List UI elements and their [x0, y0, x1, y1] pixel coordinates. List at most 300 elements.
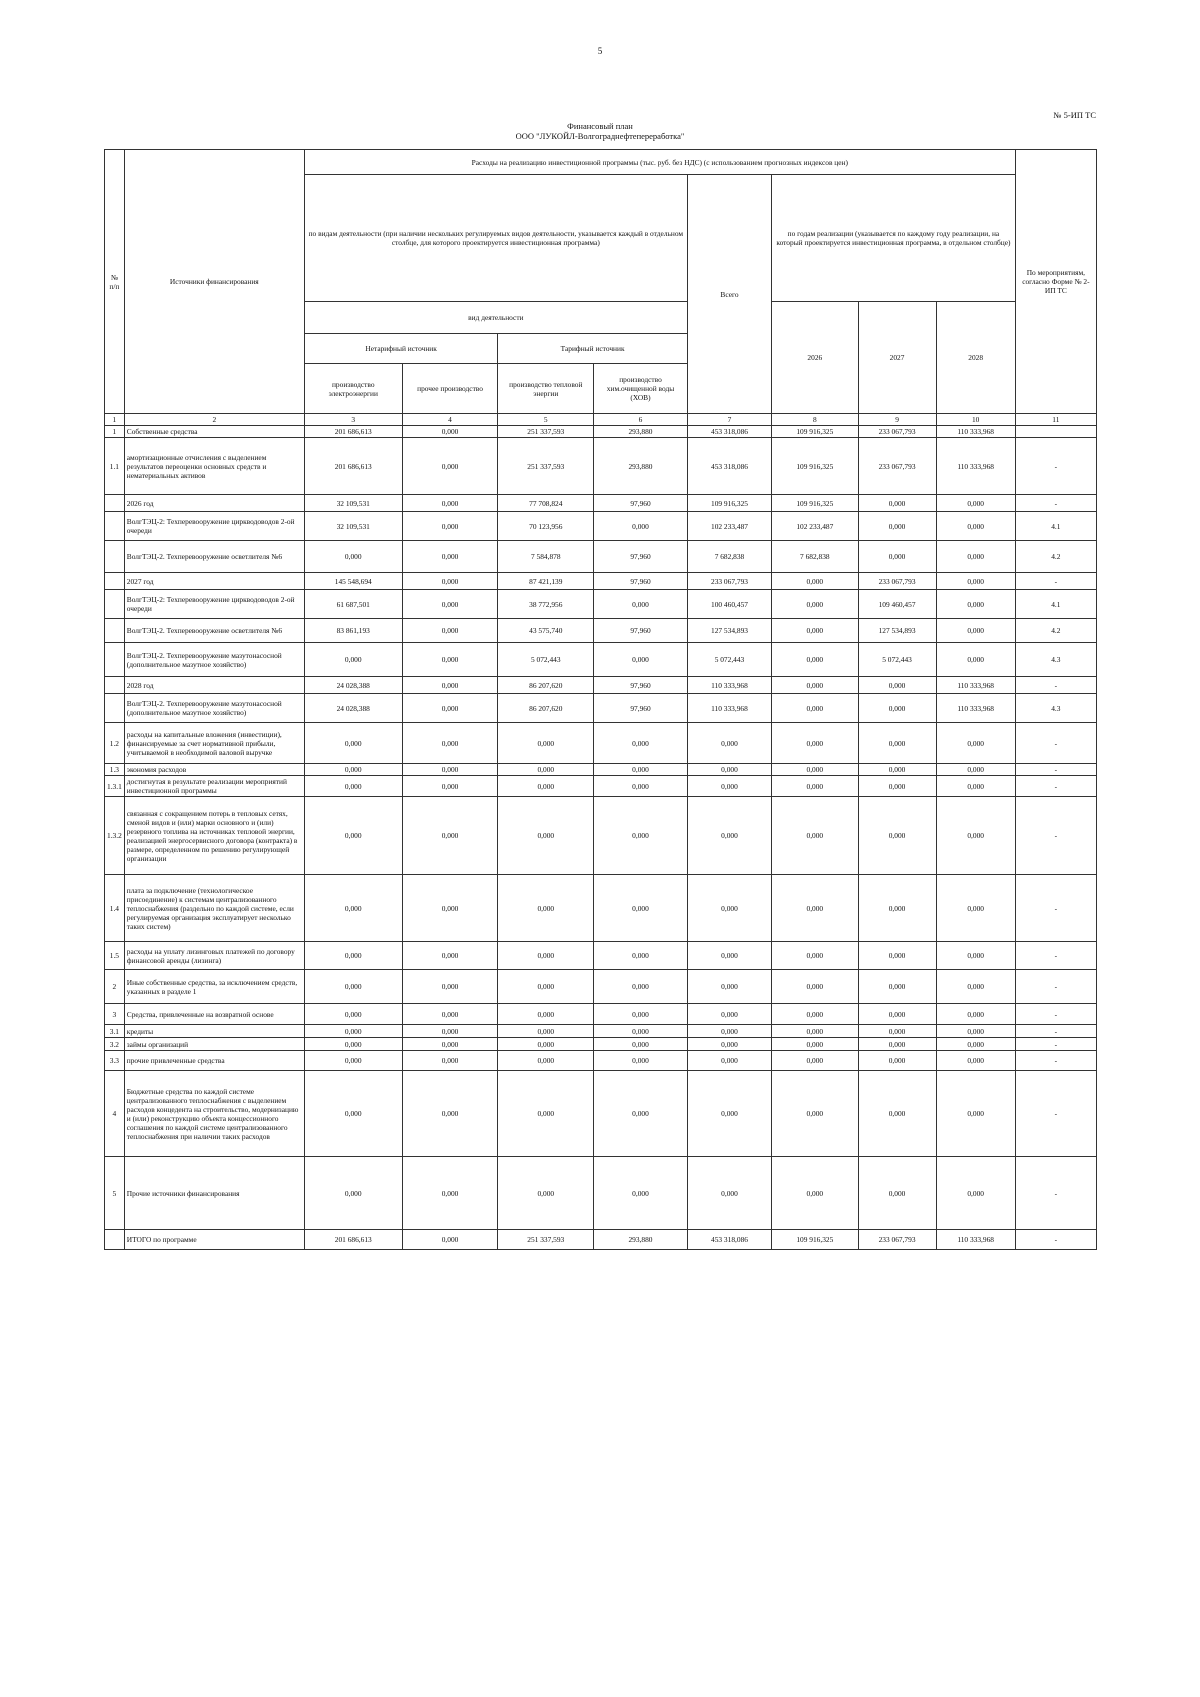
row-value-col-9: 0,000 [858, 1157, 936, 1230]
row-value-col-10: 0,000 [936, 1025, 1015, 1038]
row-value-col-8: 102 233,487 [772, 512, 858, 541]
header-expenses: Расходы на реализацию инвестиционной программы (тыс. руб. без НДС) (с использованием прогнозных индексов цен) [304, 150, 1015, 175]
row-value-col-10: 110 333,968 [936, 694, 1015, 723]
row-value-col-5: 251 337,593 [498, 438, 594, 495]
row-value-col-6: 0,000 [594, 764, 688, 776]
row-value-col-8: 0,000 [772, 677, 858, 694]
row-value-col-11: 4.1 [1015, 512, 1096, 541]
row-number: 3 [105, 1004, 125, 1025]
row-value-col-3: 0,000 [304, 1004, 402, 1025]
row-value-col-7: 5 072,443 [687, 643, 771, 677]
row-value-col-11: 4.1 [1015, 590, 1096, 619]
row-value-col-10: 0,000 [936, 764, 1015, 776]
table-row [105, 590, 1097, 619]
row-value-col-10: 110 333,968 [936, 1230, 1015, 1250]
row-source-name: ВолгТЭЦ-2. Техперевооружение мазутонасосной (дополнительное мазутное хозяйство) [124, 643, 304, 677]
table-row [105, 776, 1097, 797]
row-value-col-11: - [1015, 677, 1096, 694]
row-number: 4 [105, 1071, 125, 1157]
row-value-col-8: 0,000 [772, 723, 858, 764]
title-line-1: Финансовый план [567, 121, 633, 131]
row-value-col-10: 0,000 [936, 797, 1015, 875]
row-source-name: Средства, привлеченные на возвратной основе [124, 1004, 304, 1025]
row-value-col-11: 4.3 [1015, 694, 1096, 723]
row-value-col-9: 0,000 [858, 797, 936, 875]
row-value-col-6: 0,000 [594, 1038, 688, 1051]
row-value-col-10: 0,000 [936, 643, 1015, 677]
row-value-col-4: 0,000 [402, 875, 498, 942]
row-value-col-10: 0,000 [936, 776, 1015, 797]
row-value-col-6: 97,960 [594, 541, 688, 573]
row-value-col-9: 233 067,793 [858, 426, 936, 438]
row-value-col-10: 0,000 [936, 512, 1015, 541]
row-value-col-7: 0,000 [687, 1071, 771, 1157]
row-source-name: кредиты [124, 1025, 304, 1038]
row-value-col-3: 0,000 [304, 942, 402, 970]
row-value-col-9: 109 460,457 [858, 590, 936, 619]
row-number: 2 [105, 970, 125, 1004]
column-index-4: 4 [402, 414, 498, 426]
row-number [105, 643, 125, 677]
row-number [105, 512, 125, 541]
row-value-col-7: 0,000 [687, 875, 771, 942]
row-value-col-5: 0,000 [498, 764, 594, 776]
row-value-col-6: 0,000 [594, 1071, 688, 1157]
row-value-col-10: 0,000 [936, 1004, 1015, 1025]
row-value-col-6: 0,000 [594, 875, 688, 942]
table-row [105, 1230, 1097, 1250]
row-number: 1.1 [105, 438, 125, 495]
row-value-col-11: - [1015, 1051, 1096, 1071]
header-nontariff: Нетарифный источник [304, 334, 498, 364]
header-activity-type: вид деятельности [304, 302, 687, 334]
row-value-col-8: 7 682,838 [772, 541, 858, 573]
row-value-col-3: 83 861,193 [304, 619, 402, 643]
row-value-col-4: 0,000 [402, 764, 498, 776]
row-value-col-7: 0,000 [687, 1051, 771, 1071]
row-value-col-11: 4.3 [1015, 643, 1096, 677]
row-value-col-3: 0,000 [304, 1051, 402, 1071]
row-value-col-10: 0,000 [936, 723, 1015, 764]
row-source-name: амортизационные отчисления с выделением результатов переоценки основных средств и нематериальных активов [124, 438, 304, 495]
row-value-col-3: 24 028,388 [304, 677, 402, 694]
row-value-col-7: 0,000 [687, 1004, 771, 1025]
row-value-col-8: 109 916,325 [772, 1230, 858, 1250]
row-value-col-4: 0,000 [402, 694, 498, 723]
row-source-name: ВолгТЭЦ-2: Техперевооружение циркводоводов 2-ой очереди [124, 590, 304, 619]
row-value-col-3: 32 109,531 [304, 495, 402, 512]
row-value-col-8: 0,000 [772, 764, 858, 776]
row-source-name: Прочие источники финансирования [124, 1157, 304, 1230]
table-row [105, 438, 1097, 495]
row-value-col-8: 0,000 [772, 573, 858, 590]
row-value-col-8: 0,000 [772, 1004, 858, 1025]
row-value-col-8: 0,000 [772, 970, 858, 1004]
row-value-col-4: 0,000 [402, 942, 498, 970]
row-number [105, 619, 125, 643]
row-number: 1.5 [105, 942, 125, 970]
header-tariff: Тарифный источник [498, 334, 687, 364]
table-row [105, 643, 1097, 677]
table-row [105, 797, 1097, 875]
row-value-col-9: 0,000 [858, 495, 936, 512]
row-number [105, 573, 125, 590]
table-row [105, 495, 1097, 512]
row-value-col-7: 0,000 [687, 942, 771, 970]
row-value-col-4: 0,000 [402, 1004, 498, 1025]
row-value-col-9: 233 067,793 [858, 1230, 936, 1250]
row-value-col-8: 0,000 [772, 694, 858, 723]
row-value-col-4: 0,000 [402, 677, 498, 694]
row-source-name: расходы на капитальные вложения (инвестиции), финансируемые за счет нормативной прибыли, учитываемой в необходимой валовой выручке [124, 723, 304, 764]
row-value-col-7: 453 318,086 [687, 438, 771, 495]
row-value-col-3: 0,000 [304, 1157, 402, 1230]
title-line-2: ООО "ЛУКОЙЛ-Волгограднефтепереработка" [515, 131, 685, 141]
row-value-col-6: 0,000 [594, 1051, 688, 1071]
row-value-col-10: 0,000 [936, 495, 1015, 512]
row-value-col-8: 0,000 [772, 942, 858, 970]
row-source-name: 2028 год [124, 677, 304, 694]
row-value-col-8: 0,000 [772, 1157, 858, 1230]
row-value-col-11: - [1015, 1025, 1096, 1038]
row-source-name: ВолгТЭЦ-2. Техперевооружение осветлителя №6 [124, 619, 304, 643]
row-value-col-7: 110 333,968 [687, 694, 771, 723]
row-value-col-7: 102 233,487 [687, 512, 771, 541]
row-value-col-9: 0,000 [858, 1004, 936, 1025]
row-value-col-3: 0,000 [304, 1038, 402, 1051]
row-value-col-4: 0,000 [402, 776, 498, 797]
row-value-col-7: 110 333,968 [687, 677, 771, 694]
row-value-col-10: 110 333,968 [936, 677, 1015, 694]
row-value-col-5: 43 575,740 [498, 619, 594, 643]
row-value-col-3: 0,000 [304, 1025, 402, 1038]
row-value-col-6: 0,000 [594, 797, 688, 875]
row-value-col-5: 86 207,620 [498, 694, 594, 723]
row-value-col-6: 0,000 [594, 776, 688, 797]
row-value-col-7: 0,000 [687, 1025, 771, 1038]
row-value-col-9: 0,000 [858, 875, 936, 942]
row-value-col-4: 0,000 [402, 1025, 498, 1038]
row-value-col-4: 0,000 [402, 512, 498, 541]
row-value-col-8: 109 916,325 [772, 495, 858, 512]
table-row [105, 541, 1097, 573]
row-source-name: плата за подключение (технологическое присоединение) к системам централизованного теплоснабжения (раздельно по каждой системе, если регулируемая организация эксплуатирует несколько таких систем) [124, 875, 304, 942]
table-row [105, 1025, 1097, 1038]
column-index-5: 5 [498, 414, 594, 426]
row-number [105, 541, 125, 573]
row-value-col-6: 0,000 [594, 970, 688, 1004]
table-row [105, 619, 1097, 643]
header-by-year: по годам реализации (указывается по каждому году реализации, на который проектируется инвестиционная программа, в отдельном столбце) [772, 175, 1016, 302]
row-number [105, 1230, 125, 1250]
column-index-2: 2 [124, 414, 304, 426]
row-source-name: ВолгТЭЦ-2: Техперевооружение циркводоводов 2-ой очереди [124, 512, 304, 541]
row-number [105, 677, 125, 694]
row-value-col-11: - [1015, 1157, 1096, 1230]
table-row [105, 723, 1097, 764]
row-value-col-8: 0,000 [772, 1025, 858, 1038]
row-value-col-3: 0,000 [304, 541, 402, 573]
row-value-col-9: 233 067,793 [858, 438, 936, 495]
row-value-col-8: 0,000 [772, 1071, 858, 1157]
row-value-col-4: 0,000 [402, 590, 498, 619]
row-value-col-9: 0,000 [858, 677, 936, 694]
row-value-col-11: - [1015, 970, 1096, 1004]
page-number: 5 [597, 46, 603, 56]
row-value-col-9: 0,000 [858, 1025, 936, 1038]
row-source-name: расходы на уплату лизинговых платежей по договору финансовой аренды (лизинга) [124, 942, 304, 970]
row-value-col-3: 0,000 [304, 970, 402, 1004]
row-value-col-6: 293,880 [594, 426, 688, 438]
row-value-col-9: 0,000 [858, 723, 936, 764]
row-value-col-3: 32 109,531 [304, 512, 402, 541]
row-value-col-8: 0,000 [772, 1038, 858, 1051]
row-value-col-6: 97,960 [594, 694, 688, 723]
header-num: № п/п [105, 150, 125, 414]
row-value-col-3: 0,000 [304, 723, 402, 764]
row-value-col-4: 0,000 [402, 723, 498, 764]
row-value-col-7: 0,000 [687, 723, 771, 764]
row-value-col-10: 0,000 [936, 1157, 1015, 1230]
row-value-col-7: 0,000 [687, 1157, 771, 1230]
row-value-col-4: 0,000 [402, 797, 498, 875]
column-index-10: 10 [936, 414, 1015, 426]
row-number [105, 495, 125, 512]
row-value-col-11: - [1015, 1038, 1096, 1051]
row-value-col-8: 0,000 [772, 875, 858, 942]
row-value-col-11: 4.2 [1015, 541, 1096, 573]
row-number: 1.3 [105, 764, 125, 776]
column-index-8: 8 [772, 414, 858, 426]
table-row [105, 1004, 1097, 1025]
row-value-col-5: 38 772,956 [498, 590, 594, 619]
row-value-col-4: 0,000 [402, 1071, 498, 1157]
row-value-col-11: - [1015, 1071, 1096, 1157]
row-value-col-7: 453 318,086 [687, 426, 771, 438]
row-value-col-11: 4.2 [1015, 619, 1096, 643]
document-title [0, 121, 1200, 141]
row-value-col-4: 0,000 [402, 426, 498, 438]
row-value-col-4: 0,000 [402, 1157, 498, 1230]
row-value-col-3: 201 686,613 [304, 426, 402, 438]
row-value-col-9: 0,000 [858, 1038, 936, 1051]
row-value-col-10: 0,000 [936, 1038, 1015, 1051]
table-row [105, 970, 1097, 1004]
row-value-col-9: 0,000 [858, 764, 936, 776]
row-value-col-8: 109 916,325 [772, 426, 858, 438]
row-value-col-5: 0,000 [498, 1025, 594, 1038]
row-value-col-9: 0,000 [858, 1071, 936, 1157]
header-electricity: производство электроэнергии [304, 364, 402, 414]
row-value-col-11: - [1015, 1230, 1096, 1250]
row-value-col-9: 233 067,793 [858, 573, 936, 590]
row-value-col-3: 0,000 [304, 875, 402, 942]
column-index-6: 6 [594, 414, 688, 426]
row-number: 1.2 [105, 723, 125, 764]
row-number: 3.1 [105, 1025, 125, 1038]
column-index-11: 11 [1015, 414, 1096, 426]
row-value-col-6: 293,880 [594, 1230, 688, 1250]
row-value-col-11: - [1015, 776, 1096, 797]
row-value-col-7: 233 067,793 [687, 573, 771, 590]
row-value-col-11: - [1015, 764, 1096, 776]
row-number [105, 694, 125, 723]
row-value-col-5: 0,000 [498, 776, 594, 797]
column-index-3: 3 [304, 414, 402, 426]
table-row [105, 1051, 1097, 1071]
row-number: 3.2 [105, 1038, 125, 1051]
row-value-col-10: 0,000 [936, 875, 1015, 942]
header-by-activity: по видам деятельности (при наличии нескольких регулируемых видов деятельности, указывается каждый в отдельном столбце, для которого проектируется инвестиционная программа) [304, 175, 687, 302]
row-value-col-4: 0,000 [402, 438, 498, 495]
row-value-col-5: 0,000 [498, 1157, 594, 1230]
table-row [105, 512, 1097, 541]
header-sources: Источники финансирования [124, 150, 304, 414]
row-value-col-11 [1015, 426, 1096, 438]
row-value-col-5: 0,000 [498, 942, 594, 970]
row-value-col-8: 0,000 [772, 619, 858, 643]
header-other-production: прочее производство [402, 364, 498, 414]
row-value-col-6: 0,000 [594, 1025, 688, 1038]
header-year-2028: 2028 [936, 302, 1015, 414]
row-number [105, 590, 125, 619]
row-value-col-5: 0,000 [498, 875, 594, 942]
row-value-col-3: 24 028,388 [304, 694, 402, 723]
row-value-col-11: - [1015, 875, 1096, 942]
table-row [105, 694, 1097, 723]
financial-plan-table [104, 149, 1097, 1250]
row-value-col-10: 0,000 [936, 541, 1015, 573]
row-value-col-5: 70 123,956 [498, 512, 594, 541]
table-row [105, 677, 1097, 694]
row-value-col-8: 0,000 [772, 776, 858, 797]
header-heat: производство тепловой энергии [498, 364, 594, 414]
row-number: 5 [105, 1157, 125, 1230]
row-value-col-11: - [1015, 942, 1096, 970]
table-row [105, 1157, 1097, 1230]
column-index-9: 9 [858, 414, 936, 426]
row-value-col-6: 0,000 [594, 590, 688, 619]
row-value-col-5: 5 072,443 [498, 643, 594, 677]
row-source-name: Иные собственные средства, за исключением средств, указанных в разделе 1 [124, 970, 304, 1004]
row-value-col-6: 0,000 [594, 723, 688, 764]
row-value-col-9: 5 072,443 [858, 643, 936, 677]
row-source-name: экономия расходов [124, 764, 304, 776]
row-source-name: ИТОГО по программе [124, 1230, 304, 1250]
row-value-col-10: 0,000 [936, 1071, 1015, 1157]
row-number: 3.3 [105, 1051, 125, 1071]
row-value-col-5: 0,000 [498, 797, 594, 875]
row-value-col-6: 0,000 [594, 942, 688, 970]
row-value-col-8: 0,000 [772, 1051, 858, 1071]
row-value-col-10: 0,000 [936, 573, 1015, 590]
row-value-col-3: 0,000 [304, 643, 402, 677]
row-source-name: достигнутая в результате реализации мероприятий инвестиционной программы [124, 776, 304, 797]
row-value-col-4: 0,000 [402, 1230, 498, 1250]
row-value-col-5: 77 708,824 [498, 495, 594, 512]
row-value-col-4: 0,000 [402, 541, 498, 573]
row-value-col-9: 0,000 [858, 512, 936, 541]
row-value-col-7: 0,000 [687, 970, 771, 1004]
row-number: 1.4 [105, 875, 125, 942]
column-index-7: 7 [687, 414, 771, 426]
row-value-col-4: 0,000 [402, 970, 498, 1004]
header-water: производство хим.очищенной воды (ХОВ) [594, 364, 688, 414]
row-value-col-5: 0,000 [498, 970, 594, 1004]
row-value-col-5: 251 337,593 [498, 426, 594, 438]
table-row [105, 573, 1097, 590]
table-row [105, 426, 1097, 438]
row-value-col-11: - [1015, 1004, 1096, 1025]
row-value-col-3: 145 548,694 [304, 573, 402, 590]
row-value-col-5: 251 337,593 [498, 1230, 594, 1250]
row-number: 1.3.2 [105, 797, 125, 875]
row-value-col-5: 0,000 [498, 723, 594, 764]
table-row [105, 764, 1097, 776]
row-source-name: связанная с сокращением потерь в тепловых сетях, сменой видов и (или) марки основного и (или) резервного топлива на источниках тепловой энергии, реализацией энергосервисного договора (контракта) в размере, определенном по решению регулирующей организации [124, 797, 304, 875]
table-row [105, 942, 1097, 970]
row-value-col-6: 97,960 [594, 573, 688, 590]
column-index-row [105, 414, 1097, 426]
row-value-col-8: 109 916,325 [772, 438, 858, 495]
row-value-col-6: 97,960 [594, 495, 688, 512]
header-year-2026: 2026 [772, 302, 858, 414]
row-source-name: прочие привлеченные средства [124, 1051, 304, 1071]
row-value-col-4: 0,000 [402, 495, 498, 512]
row-value-col-7: 100 460,457 [687, 590, 771, 619]
row-value-col-9: 0,000 [858, 694, 936, 723]
row-value-col-11: - [1015, 438, 1096, 495]
row-value-col-4: 0,000 [402, 573, 498, 590]
row-value-col-11: - [1015, 797, 1096, 875]
row-value-col-5: 0,000 [498, 1004, 594, 1025]
row-value-col-11: - [1015, 573, 1096, 590]
form-number: № 5-ИП ТС [1053, 110, 1096, 120]
row-value-col-6: 293,880 [594, 438, 688, 495]
row-value-col-5: 87 421,139 [498, 573, 594, 590]
row-source-name: 2027 год [124, 573, 304, 590]
row-value-col-9: 0,000 [858, 970, 936, 1004]
row-value-col-10: 110 333,968 [936, 438, 1015, 495]
row-value-col-5: 7 584,878 [498, 541, 594, 573]
row-value-col-7: 127 534,893 [687, 619, 771, 643]
row-value-col-7: 0,000 [687, 797, 771, 875]
column-index-1: 1 [105, 414, 125, 426]
row-source-name: 2026 год [124, 495, 304, 512]
row-number: 1 [105, 426, 125, 438]
row-source-name: Собственные средства [124, 426, 304, 438]
row-value-col-6: 0,000 [594, 1004, 688, 1025]
row-value-col-7: 0,000 [687, 764, 771, 776]
row-value-col-6: 97,960 [594, 619, 688, 643]
row-value-col-6: 0,000 [594, 1157, 688, 1230]
row-value-col-8: 0,000 [772, 643, 858, 677]
row-value-col-7: 0,000 [687, 776, 771, 797]
row-value-col-9: 0,000 [858, 1051, 936, 1071]
row-value-col-5: 0,000 [498, 1051, 594, 1071]
row-value-col-5: 0,000 [498, 1071, 594, 1157]
row-source-name: займы организаций [124, 1038, 304, 1051]
row-value-col-4: 0,000 [402, 619, 498, 643]
row-value-col-7: 0,000 [687, 1038, 771, 1051]
row-source-name: ВолгТЭЦ-2. Техперевооружение мазутонасосной (дополнительное мазутное хозяйство) [124, 694, 304, 723]
row-number: 1.3.1 [105, 776, 125, 797]
row-value-col-9: 127 534,893 [858, 619, 936, 643]
row-value-col-4: 0,000 [402, 643, 498, 677]
row-value-col-4: 0,000 [402, 1051, 498, 1071]
row-source-name: Бюджетные средства по каждой системе централизованного теплоснабжения с выделением расходов концедента на строительство, модернизацию и (или) реконструкцию объекта концессионного соглашения по каждой системе централизованного теплоснабжения при наличии таких расходов [124, 1071, 304, 1157]
row-value-col-5: 0,000 [498, 1038, 594, 1051]
